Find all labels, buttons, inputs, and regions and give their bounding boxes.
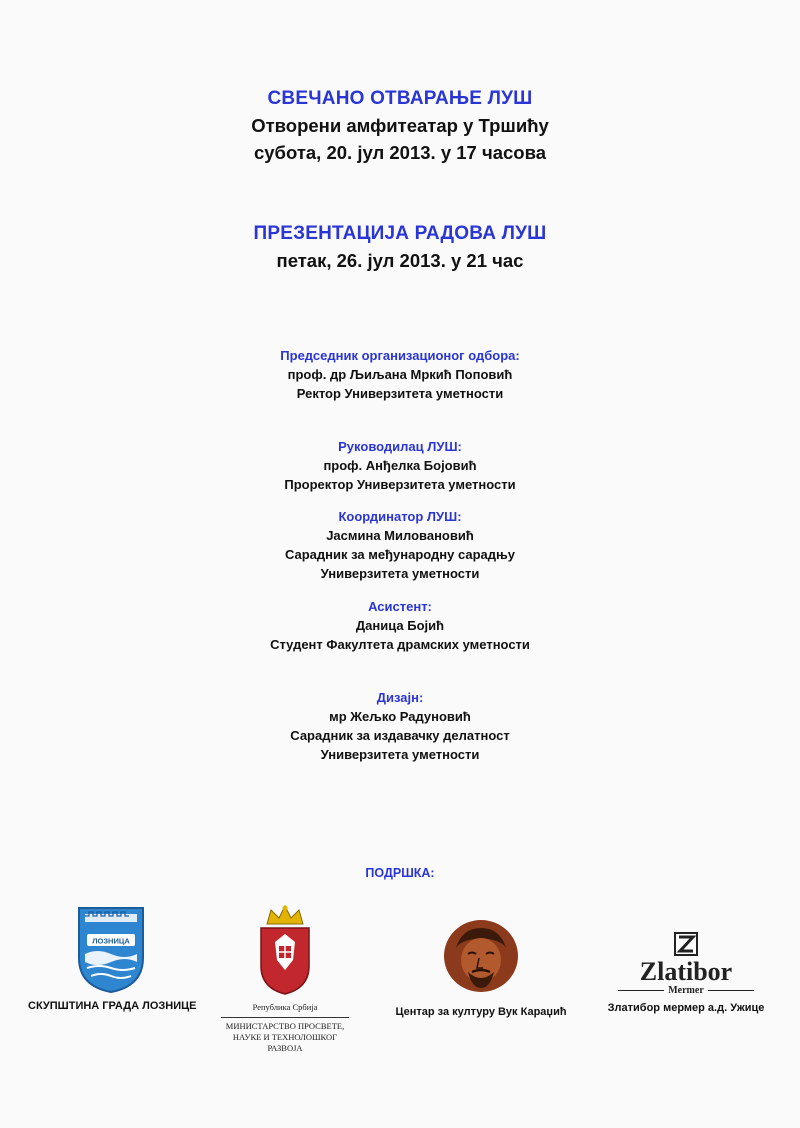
credit-line: Даница Бојић	[355, 618, 445, 633]
credit-block	[0, 437, 800, 494]
sponsor-caption: СКУПШТИНА ГРАДА ЛОЗНИЦЕ	[28, 1000, 197, 1012]
credit-line: Студент Факултета драмских уметности	[270, 637, 530, 652]
credit-line: Проректор Универзитета уметности	[284, 477, 516, 492]
presentation-section	[0, 223, 800, 272]
mermer-line-right	[708, 990, 754, 991]
sponsor-loznica	[28, 906, 197, 1012]
loznica-coat-of-arms-icon	[77, 906, 145, 994]
loznica-emblem-text: ЛОЗНИЦА	[92, 936, 130, 946]
sponsor-caption-line: МИНИСТАРСТВО ПРОСВЕТЕ,	[225, 1021, 345, 1031]
mermer-logo-sub: Mermer	[668, 985, 704, 996]
credit-role: Координатор ЛУШ:	[338, 509, 462, 524]
credit-block	[0, 346, 800, 403]
credit-role: Руководилац ЛУШ:	[338, 439, 462, 454]
opening-datetime: субота, 20. јул 2013. у 17 часова	[253, 142, 547, 163]
sponsor-vuk-karadzic	[384, 918, 578, 1018]
credit-line: мр Жељко Радуновић	[329, 709, 471, 724]
opening-title: СВЕЧАНО ОТВАРАЊЕ ЛУШ	[267, 88, 533, 109]
credit-line: Сарадник за међународну сарадњу	[284, 547, 516, 562]
credit-line: проф. др Љиљана Мркић Поповић	[287, 367, 513, 382]
sponsor-zlatibor-mermer	[596, 932, 776, 1014]
caption-divider	[221, 1017, 349, 1018]
serbia-coat-of-arms-icon	[257, 904, 313, 996]
credit-block	[0, 507, 800, 583]
mermer-row	[596, 985, 776, 996]
mermer-line-left	[618, 990, 664, 991]
presentation-datetime: петак, 26. јул 2013. у 21 час	[276, 250, 524, 271]
credit-role: Дизајн:	[376, 690, 424, 705]
presentation-title: ПРЕЗЕНТАЦИЈА РАДОВА ЛУШ	[253, 223, 547, 244]
zlatibor-logo-word: Zlatibor	[639, 957, 733, 986]
credit-role: Председник организационог одбора:	[280, 348, 520, 363]
vuk-karadzic-portrait-icon	[442, 918, 520, 994]
credit-line: проф. Анђелка Бојовић	[323, 458, 477, 473]
credit-role: Асистент:	[368, 599, 432, 614]
sponsor-caption: Златибор мермер а.д. Ужице	[607, 1002, 765, 1014]
sponsor-caption-line: РАЗВОЈА	[267, 1043, 303, 1053]
opening-venue: Отворени амфитеатар у Тршићу	[251, 115, 549, 136]
credit-line: Сарадник за издавачку делатност	[290, 728, 510, 743]
credit-block	[0, 597, 800, 654]
credit-line: Универзитета уметности	[320, 566, 480, 581]
zlatibor-mermer-logo-icon	[674, 932, 698, 956]
credit-line: Ректор Универзитета уметности	[296, 386, 504, 401]
credit-line: Универзитета уметности	[320, 747, 480, 762]
support-title: ПОДРШКА:	[365, 866, 435, 880]
sponsor-caption-top: Република Србија	[252, 1002, 318, 1012]
opening-section	[0, 88, 800, 164]
credit-line: Јасмина Миловановић	[326, 528, 474, 543]
sponsor-ministry	[212, 904, 358, 1054]
credit-block	[0, 688, 800, 764]
sponsor-caption: Центар за културу Вук Караџић	[395, 1006, 567, 1018]
sponsor-caption-line: НАУКЕ И ТЕХНОЛОШКОГ	[232, 1032, 338, 1042]
